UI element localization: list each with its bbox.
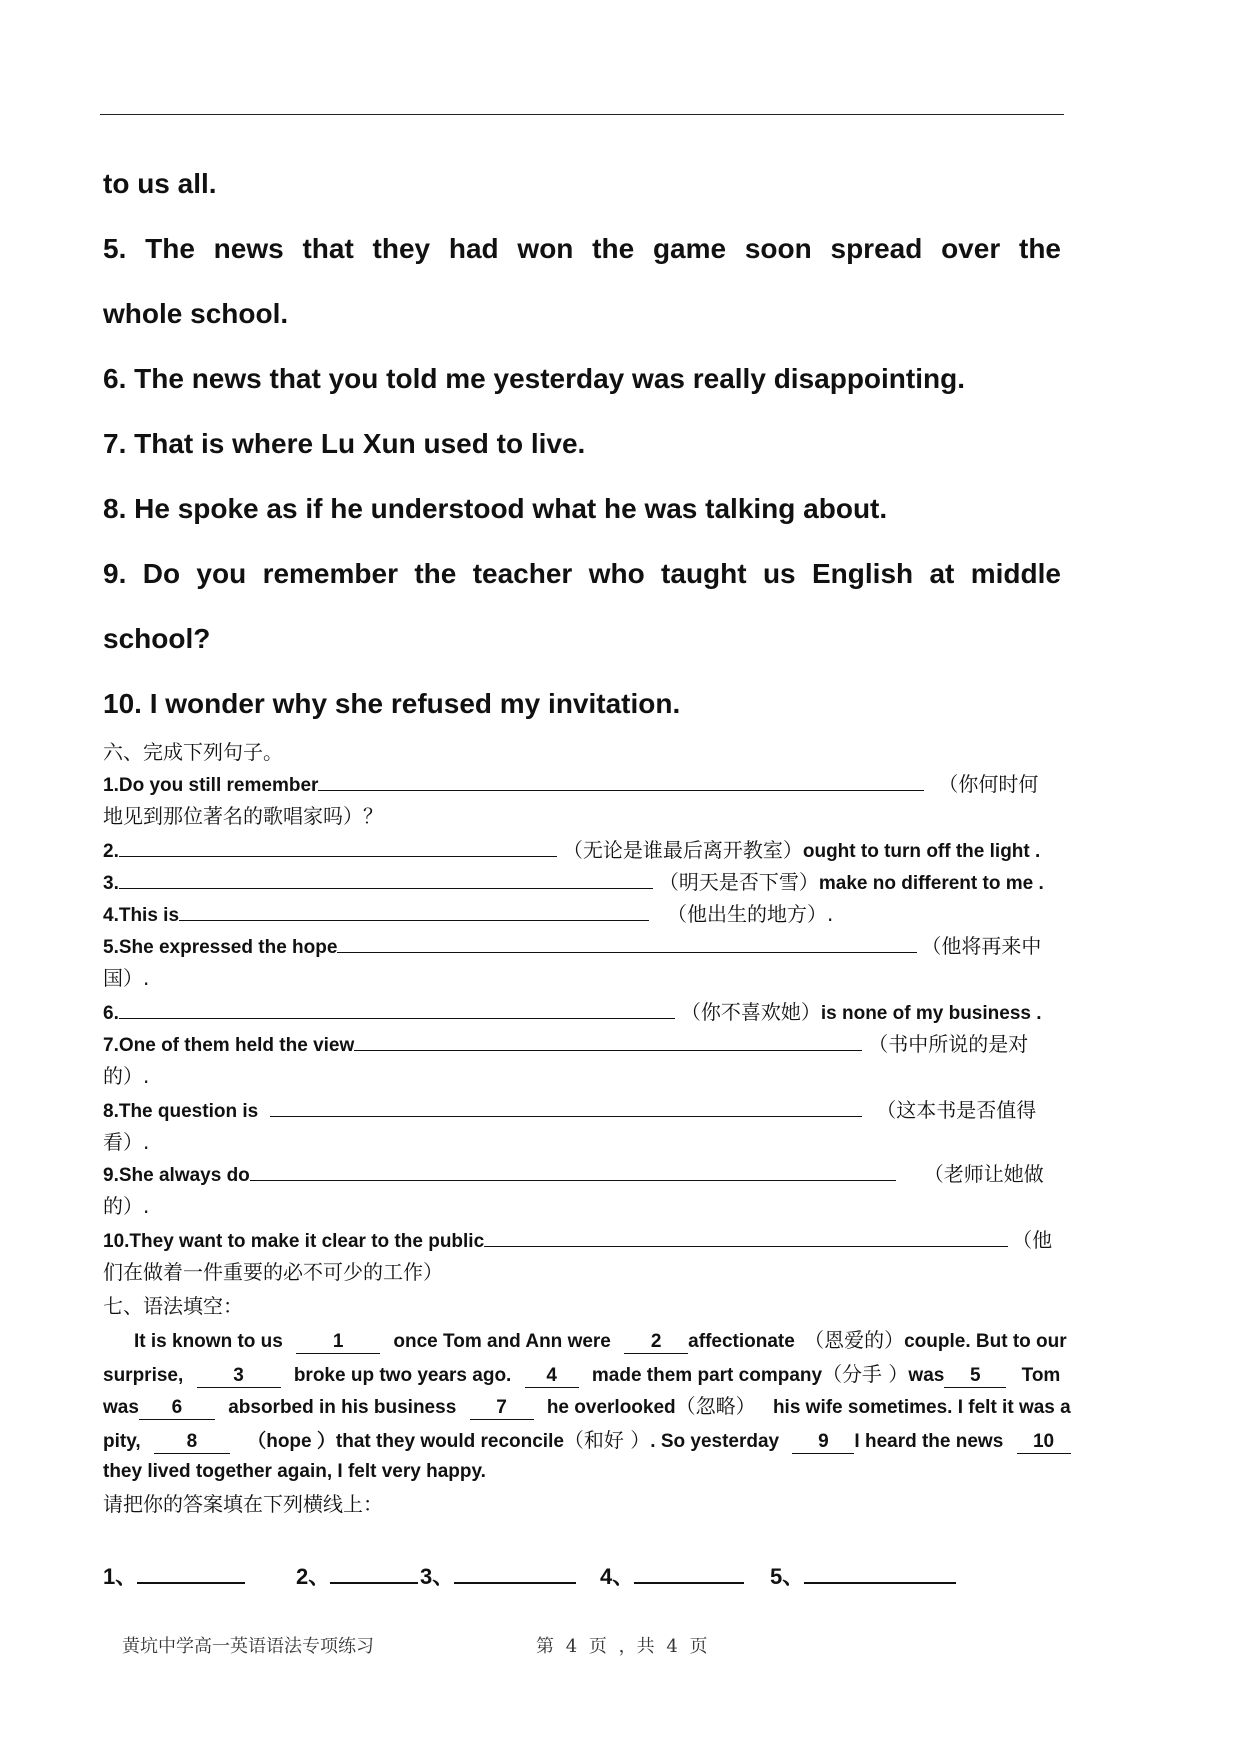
answer-2-line[interactable] (330, 1560, 418, 1584)
q6-blank[interactable] (119, 998, 675, 1019)
q6-prefix: 6. (103, 1003, 119, 1024)
q8-blank[interactable] (270, 1096, 862, 1117)
answer-3 (420, 1560, 576, 1592)
q5-hint: （他将再来中 (921, 934, 1042, 958)
answer-instruction: 请把你的答案填在下列横线上： (103, 1492, 383, 1516)
q6-suffix: is none of my business . (820, 1003, 1042, 1024)
cloze-cn: （和好 ） (563, 1428, 651, 1452)
q8-hint: （这本书是否值得 (876, 1098, 1037, 1122)
cloze-line-3 (103, 1392, 1071, 1422)
q5-prefix: 5.She expressed the hope (103, 937, 338, 958)
q2-suffix: ought to turn off the light . (802, 841, 1041, 862)
cloze-text: was (103, 1397, 139, 1418)
q7-hint: （书中所说的是对 (868, 1032, 1029, 1056)
cloze-blank-3[interactable]: 3 (197, 1365, 281, 1388)
q7-blank[interactable] (354, 1030, 862, 1051)
q1-blank[interactable] (318, 770, 924, 791)
q9-prefix: 9.She always do (103, 1165, 250, 1186)
answer-5 (770, 1560, 956, 1592)
sentence-10: 10. I wonder why she refused my invitation. (103, 688, 681, 719)
sentence-5-line1: 5. The news that they had won the game soon spread over the (103, 233, 1061, 264)
cloze-text: pity, (103, 1431, 141, 1452)
cloze-text: once Tom and Ann were (393, 1331, 611, 1352)
cloze-blank-8[interactable]: 8 (154, 1431, 230, 1454)
cloze-blank-6[interactable]: 6 (139, 1397, 215, 1420)
cloze-text: affectionate (688, 1331, 795, 1352)
answer-label: 5、 (770, 1564, 805, 1589)
q10-hint: （他 (1012, 1228, 1053, 1252)
cloze-blank-7[interactable]: 7 (470, 1397, 534, 1420)
cloze-blank-9[interactable]: 9 (792, 1431, 854, 1454)
sentence-8: 8. He spoke as if he understood what he was talking about. (103, 493, 888, 524)
q9-hint-cont: 的）. (103, 1194, 150, 1218)
q2-blank[interactable] (119, 836, 557, 857)
answer-5-line[interactable] (804, 1560, 956, 1584)
cloze-text: . So yesterday (650, 1431, 780, 1452)
answer-label: 3、 (420, 1564, 455, 1589)
q8-prefix: 8.The question is (103, 1101, 259, 1122)
q1-prefix: 1.Do you still remember (103, 775, 319, 796)
cloze-line-2 (103, 1360, 1060, 1390)
section-6-heading: 六、完成下列句子。 (103, 740, 283, 764)
footer-title: 黄坑中学高一英语语法专项练习 (122, 1636, 374, 1657)
sentence-6: 6. The news that you told me yesterday was really disappointing. (103, 363, 965, 394)
answer-2 (296, 1560, 418, 1592)
section-7-heading: 七、语法填空： (103, 1294, 243, 1318)
q9-hint: （老师让她做 (923, 1162, 1044, 1186)
sentence-9-line1: 9. Do you remember the teacher who taught us English at middle (103, 558, 1061, 589)
sentence-4-tail: to us all. (103, 168, 217, 199)
sentence-7: 7. That is where Lu Xun used to live. (103, 428, 586, 459)
cloze-cn: （分手 ） (822, 1362, 909, 1386)
q8-hint-cont: 看）. (103, 1130, 150, 1154)
q3-blank[interactable] (119, 868, 653, 889)
q5-blank[interactable] (337, 932, 917, 953)
cloze-text: his wife sometimes. I felt it was a (772, 1397, 1071, 1418)
sentence-9-line2: school? (103, 623, 211, 654)
answer-3-line[interactable] (454, 1560, 576, 1584)
q2-line (103, 836, 1040, 866)
cloze-text: he overlooked (546, 1397, 676, 1418)
q3-prefix: 3. (103, 873, 119, 894)
q1-line (103, 770, 1038, 800)
q5-hint-cont: 国）. (103, 966, 150, 990)
q4-line (103, 900, 833, 930)
sentence-5-line2: whole school. (103, 298, 289, 329)
q7-hint-cont: 的）. (103, 1064, 150, 1088)
q10-hint-cont: 们在做着一件重要的必不可少的工作） (103, 1260, 443, 1284)
answer-1 (103, 1560, 245, 1592)
cloze-line-5: they lived together again, I felt very happy. (103, 1461, 486, 1482)
q2-hint: （无论是谁最后离开教室） (562, 838, 803, 862)
q10-blank[interactable] (484, 1226, 1008, 1247)
q6-line (103, 998, 1042, 1028)
q1-hint-cont: 地见到那位著名的歌唱家吗）？ (103, 804, 383, 828)
cloze-line-1 (134, 1326, 1067, 1356)
footer-page-number: 第 4 页 ，共 4 页 (536, 1636, 708, 1657)
q5-line (103, 932, 1041, 962)
cloze-blank-1[interactable]: 1 (296, 1331, 380, 1354)
answer-1-line[interactable] (137, 1560, 245, 1584)
q6-hint: （你不喜欢她） (680, 1000, 821, 1024)
answer-label: 4、 (600, 1564, 635, 1589)
q4-blank[interactable] (179, 900, 649, 921)
cloze-text: broke up two years ago. (293, 1365, 512, 1386)
q3-line (103, 868, 1044, 898)
q9-line (103, 1160, 1044, 1190)
answer-label: 1、 (103, 1564, 138, 1589)
cloze-blank-4[interactable]: 4 (525, 1365, 579, 1388)
q4-hint: （他出生的地方）. (667, 902, 834, 926)
answer-4 (600, 1560, 744, 1592)
cloze-text: （hope ）that they would reconcile (247, 1431, 564, 1452)
cloze-blank-2[interactable]: 2 (624, 1331, 688, 1354)
header-rule (100, 114, 1064, 115)
cloze-text: It is known to us (134, 1331, 283, 1352)
q10-line (103, 1226, 1052, 1256)
cloze-text: couple. But to our (904, 1331, 1067, 1352)
answer-label: 2、 (296, 1564, 331, 1589)
cloze-text: made them part company (591, 1365, 823, 1386)
cloze-cn: （恩爱的） (804, 1328, 905, 1352)
q3-suffix: make no different to me . (818, 873, 1044, 894)
cloze-text: surprise, (103, 1365, 184, 1386)
cloze-text: I heard the news (854, 1431, 1004, 1452)
q7-line (103, 1030, 1028, 1060)
q2-prefix: 2. (103, 841, 119, 862)
answer-4-line[interactable] (634, 1560, 744, 1584)
q8-line (103, 1096, 1036, 1126)
cloze-line-4 (103, 1426, 1071, 1456)
cloze-cn: （忽略） (675, 1394, 756, 1418)
q9-blank[interactable] (250, 1160, 896, 1181)
q1-hint: （你何时何 (938, 772, 1039, 796)
cloze-text: Tom (1021, 1365, 1061, 1386)
cloze-blank-10[interactable]: 10 (1017, 1431, 1071, 1454)
q3-hint: （明天是否下雪） (658, 870, 819, 894)
cloze-text: absorbed in his business (228, 1397, 457, 1418)
q4-prefix: 4.This is (103, 905, 180, 926)
cloze-blank-5[interactable]: 5 (944, 1365, 1006, 1388)
q10-prefix: 10.They want to make it clear to the public (103, 1231, 485, 1252)
q7-prefix: 7.One of them held the view (103, 1035, 355, 1056)
cloze-text: was (908, 1365, 945, 1386)
